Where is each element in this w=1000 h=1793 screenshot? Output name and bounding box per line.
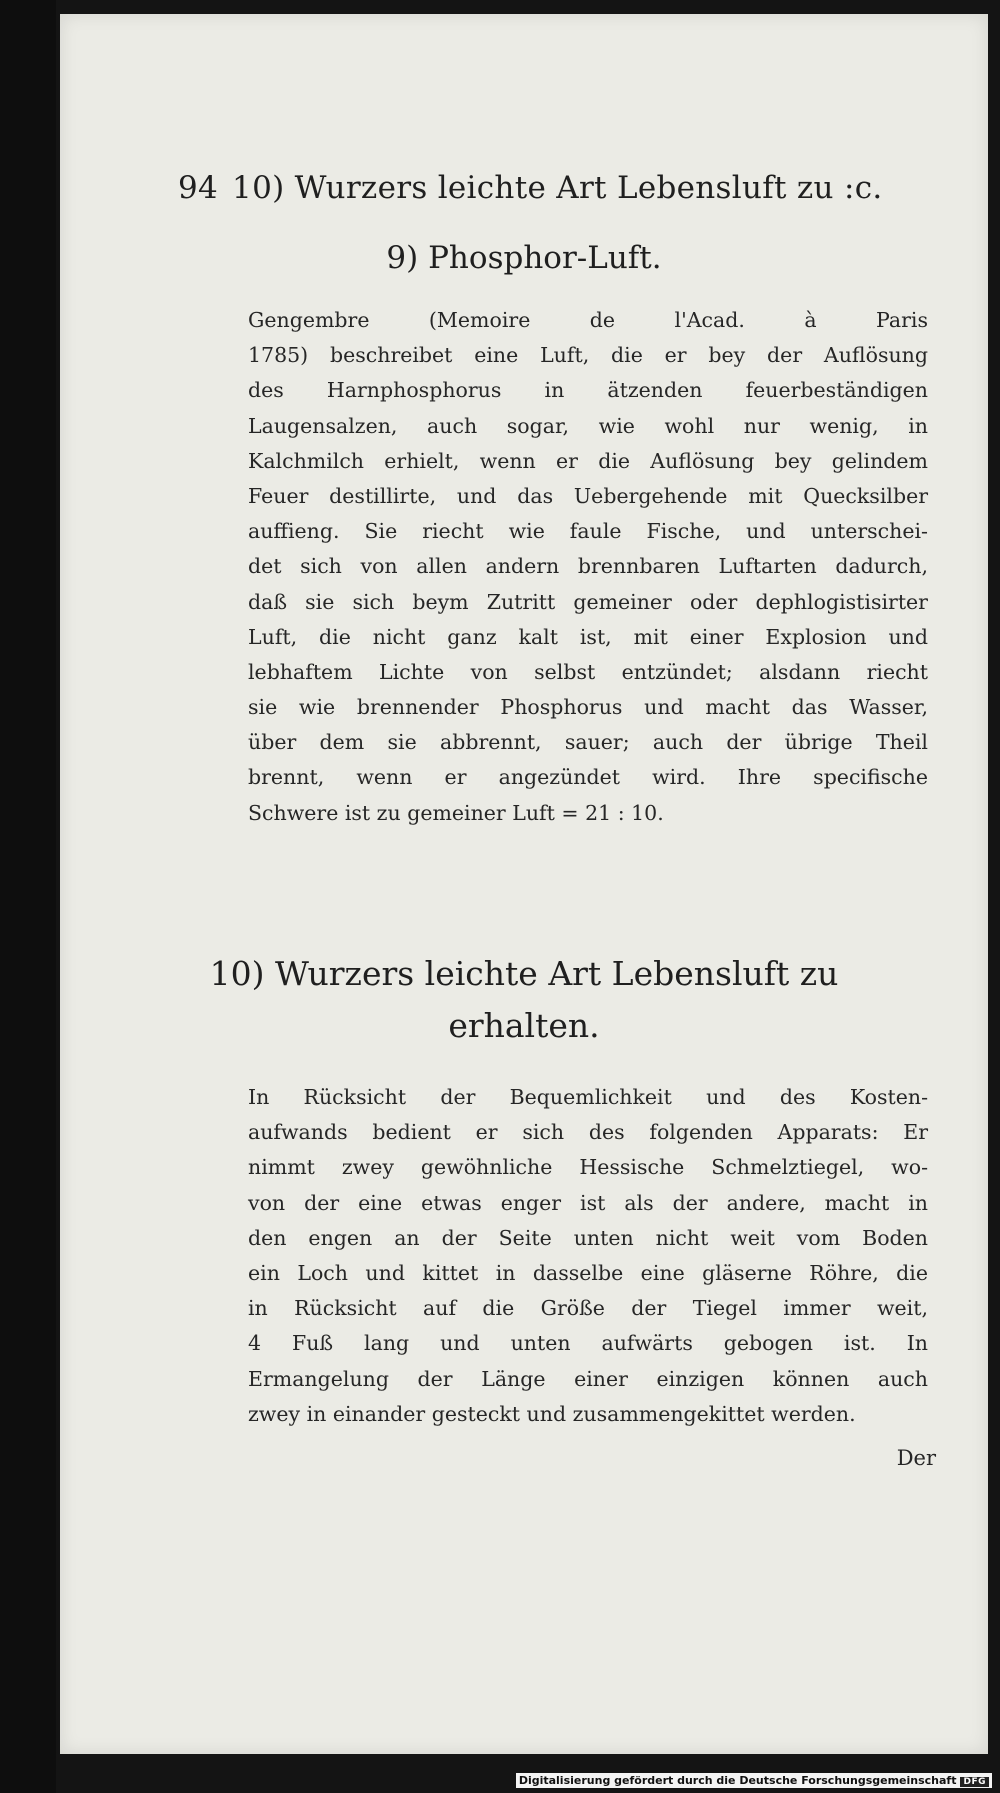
text-line: lebhaftem Lichte von selbst entzündet; alsdann riecht	[248, 659, 928, 684]
text-line: daß sie sich beym Zutritt gemeiner oder dephlogistisirter	[248, 589, 928, 614]
section-9-title: 9) Phosphor-Luft.	[386, 240, 662, 276]
catchword: Der	[896, 1446, 936, 1470]
section-10-paragraph	[248, 1080, 928, 1432]
text-line: Kalchmilch erhielt, wenn er die Auflösung bey gelindem	[248, 448, 928, 473]
text-line: 1785) beschreibet eine Luft, die er bey der Auflösung	[248, 343, 928, 368]
text-line: ein Loch und kittet in dasselbe eine gläserne Röhre, die	[248, 1260, 928, 1285]
text-line: des Harnphosphorus in ätzenden feuerbeständigen	[248, 378, 928, 403]
text-line: in Rücksicht auf die Größe der Tiegel immer weit,	[248, 1296, 928, 1321]
text-line: den engen an der Seite unten nicht weit vom Boden	[248, 1225, 928, 1250]
text-line: Ermangelung der Länge einer einzigen können auch	[248, 1366, 928, 1391]
text-line: Feuer destillirte, und das Uebergehende mit Quecksilber	[248, 483, 928, 508]
running-head-title: 10) Wurzers leichte Art Lebensluft zu :c.	[232, 170, 883, 206]
text-line: brennt, wenn er angezündet wird. Ihre specifische	[248, 765, 928, 790]
scan-dark-edge	[0, 0, 56, 1793]
text-line: von der eine etwas enger ist als der andere, macht in	[248, 1190, 928, 1215]
text-line: Luft, die nicht ganz kalt ist, mit einer Explosion und	[248, 624, 928, 649]
digitization-credit-text: Digitalisierung gefördert durch die Deutsche Forschungsgemeinschaft	[518, 1774, 957, 1787]
text-line: über dem sie abbrennt, sauer; auch der übrige Theil	[248, 730, 928, 755]
section-10-title	[60, 948, 988, 1052]
text-line: Gengembre (Memoire de l'Acad. à Paris	[248, 308, 928, 332]
section-10-title-line-2: erhalten.	[448, 1006, 600, 1045]
digitization-credit	[516, 1773, 992, 1788]
dfg-logo: DFG	[960, 1777, 989, 1787]
text-line: Schwere ist zu gemeiner Luft = 21 : 10.	[248, 800, 664, 825]
section-10-title-line-1: 10) Wurzers leichte Art Lebensluft zu	[209, 954, 839, 993]
text-line: zwey in einander gesteckt und zusammengekittet werden.	[248, 1401, 856, 1426]
text-line: nimmt zwey gewöhnliche Hessische Schmelztiegel, wo-	[248, 1155, 928, 1180]
text-line: auffieng. Sie riecht wie faule Fische, und unterschei-	[248, 519, 928, 544]
text-line: aufwands bedient er sich des folgenden Apparats: Er	[248, 1120, 928, 1145]
section-9-paragraph	[248, 303, 928, 831]
text-line: Laugensalzen, auch sogar, wie wohl nur wenig, in	[248, 413, 928, 438]
text-line: sie wie brennender Phosphorus und macht das Wasser,	[248, 695, 928, 720]
text-line: det sich von allen andern brennbaren Luftarten dadurch,	[248, 554, 928, 579]
running-header	[178, 170, 938, 206]
text-line: In Rücksicht der Bequemlichkeit und des Kosten-	[248, 1085, 928, 1109]
page-number: 94	[178, 170, 219, 206]
text-line: 4 Fuß lang und unten aufwärts gebogen ist. In	[248, 1331, 928, 1356]
